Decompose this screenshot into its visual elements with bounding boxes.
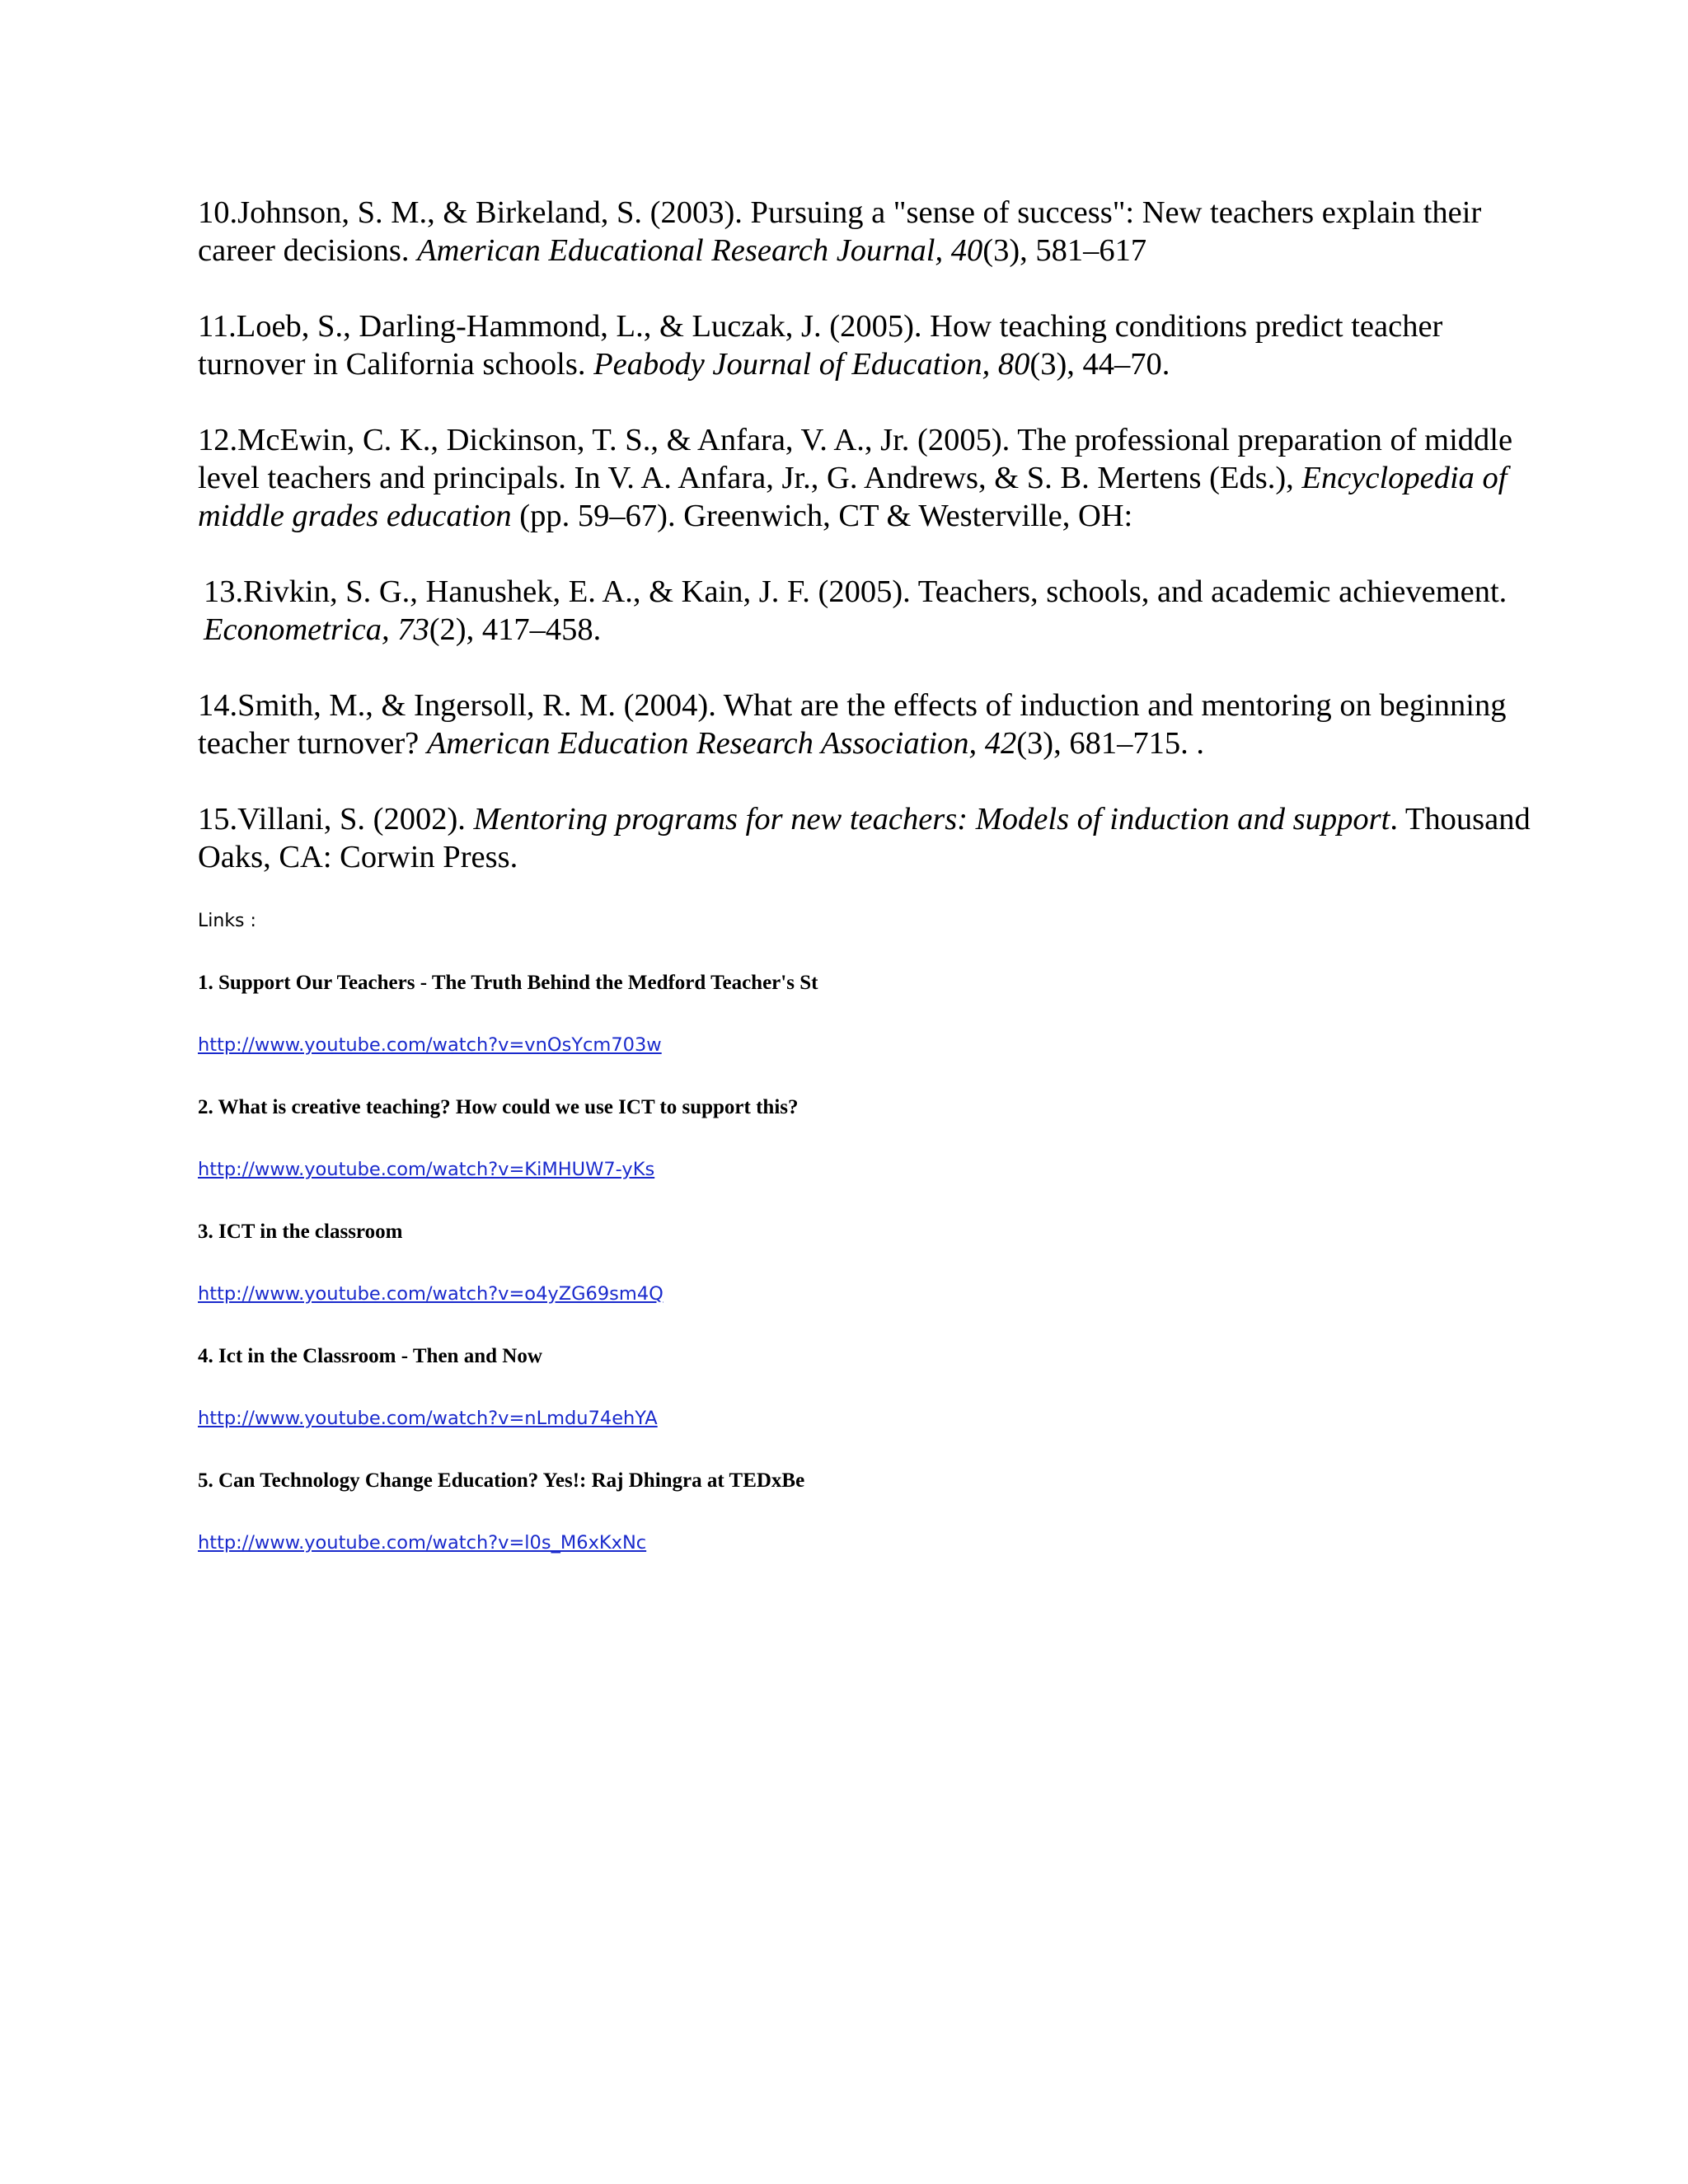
document-page xyxy=(198,194,1533,1592)
reference-details: (3), 581–617 xyxy=(982,233,1147,268)
reference-text: 15.Villani, S. (2002). xyxy=(198,802,474,837)
reference-14 xyxy=(198,687,1533,762)
reference-journal: Peabody Journal of Education, 80 xyxy=(593,347,1030,382)
reference-book-title: Encyclopedia of middle grades education xyxy=(198,461,1507,533)
link-title-5: 5. Can Technology Change Education? Yes!: Raj Dhingra at TEDxBe xyxy=(198,1469,805,1492)
link-url-4[interactable]: http://www.youtube.com/watch?v=nLmdu74ehYA xyxy=(198,1408,658,1429)
link-title-1: 1. Support Our Teachers - The Truth Behind the Medford Teacher's St xyxy=(198,972,818,994)
reference-journal: American Education Research Association, 42 xyxy=(426,726,1017,761)
links-list xyxy=(198,970,1533,1555)
reference-details: (pp. 59–67). Greenwich, CT & Westerville, OH: xyxy=(511,499,1133,533)
reference-text: 13.Rivkin, S. G., Hanushek, E. A., & Kain, J. F. (2005). Teachers, schools, and academic achievement. xyxy=(204,574,1507,609)
link-url-5[interactable]: http://www.youtube.com/watch?v=l0s_M6xKxNc xyxy=(198,1532,647,1554)
reference-details: . Thousand Oaks, CA: Corwin Press. xyxy=(198,802,1531,874)
reference-text: 12.McEwin, C. K., Dickinson, T. S., & Anfara, V. A., Jr. (2005). The professional preparation of middle level teachers and principals. In V. A. Anfara, Jr., G. Andrews, & S. B. Mertens (Eds.), xyxy=(198,423,1513,495)
reference-journal: Econometrica, 73 xyxy=(204,612,429,647)
reference-details: (3), 44–70. xyxy=(1029,347,1170,382)
link-title-3: 3. ICT in the classroom xyxy=(198,1221,403,1243)
link-url-3[interactable]: http://www.youtube.com/watch?v=o4yZG69sm4Q xyxy=(198,1283,663,1305)
link-title-2: 2. What is creative teaching? How could we use ICT to support this? xyxy=(198,1096,799,1118)
reference-12 xyxy=(198,421,1533,535)
reference-13 xyxy=(198,573,1533,649)
reference-text: 11.Loeb, S., Darling-Hammond, L., & Luczak, J. (2005). How teaching conditions predict teacher turnover in California schools. xyxy=(198,309,1443,382)
reference-journal: American Educational Research Journal, 40 xyxy=(417,233,983,268)
reference-details: (3), 681–715. . xyxy=(1016,726,1205,761)
reference-text: 14.Smith, M., & Ingersoll, R. M. (2004). What are the effects of induction and mentoring on beginning teacher turnover? xyxy=(198,688,1507,761)
reference-11 xyxy=(198,307,1533,383)
reference-details: (2), 417–458. xyxy=(429,612,602,647)
link-url-2[interactable]: http://www.youtube.com/watch?v=KiMHUW7-yKs xyxy=(198,1159,655,1180)
reference-text: 10.Johnson, S. M., & Birkeland, S. (2003). Pursuing a "sense of success": New teachers explain their career decisions. xyxy=(198,195,1482,268)
link-url-1[interactable]: http://www.youtube.com/watch?v=vnOsYcm703w xyxy=(198,1034,662,1056)
links-label: Links : xyxy=(198,911,256,931)
reference-book-title: Mentoring programs for new teachers: Models of induction and support xyxy=(473,802,1390,837)
reference-10 xyxy=(198,194,1533,269)
link-title-4: 4. Ict in the Classroom - Then and Now xyxy=(198,1345,542,1367)
reference-15 xyxy=(198,800,1533,876)
